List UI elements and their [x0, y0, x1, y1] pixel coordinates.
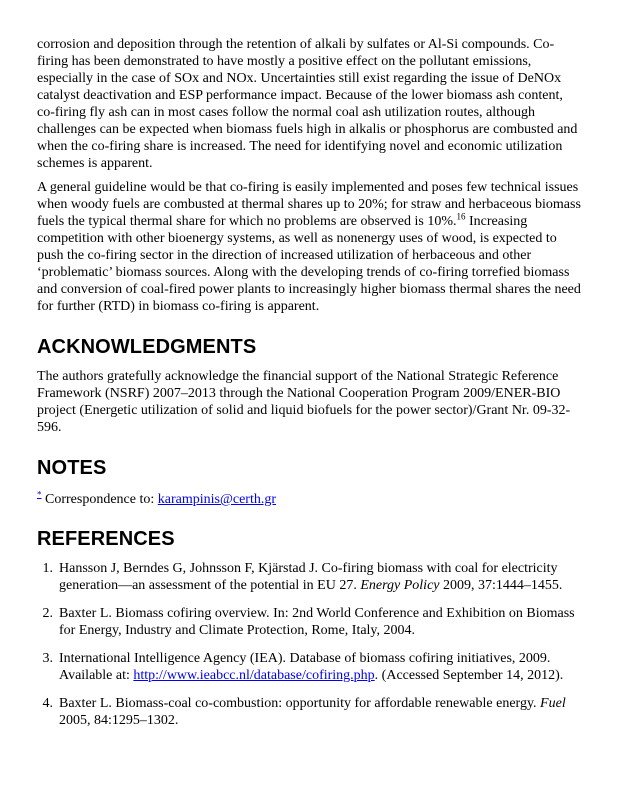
- reference-item: [37, 605, 582, 639]
- reference-number: 3.: [42, 651, 53, 666]
- reference-text-tail: 2005, 84:1295–1302.: [59, 713, 179, 728]
- reference-number: 1.: [42, 561, 53, 576]
- references-heading: REFERENCES: [37, 528, 175, 550]
- reference-text: Hansson J, Berndes G, Johnsson F, Kjärstad J. Co-firing biomass with coal for electricity generation—an assessment of the potential in EU 27.: [59, 561, 558, 593]
- reference-text-tail: 2009, 37:1444–1455.: [439, 578, 563, 593]
- reference-number: 2.: [42, 606, 53, 621]
- notes-heading: NOTES: [37, 457, 107, 479]
- paper-page: [37, 36, 582, 740]
- footnote-marker-link[interactable]: *: [37, 489, 42, 500]
- body-paragraph-2: [37, 179, 582, 315]
- reference-journal: Energy Policy: [360, 578, 440, 593]
- reference-text: Baxter L. Biomass-coal co-combustion: opportunity for affordable renewable energy.: [59, 696, 541, 711]
- correspondence-note: [37, 491, 582, 508]
- body-paragraph-2-text-continued: Increasing competition with other bioenergy systems, as well as nonenergy uses of wood, is expected to push the co-firing sector in the direction of increased utilization of herbaceous and other ‘problematic’ biomass sources. Along with the developing trends of co-firing torrefied biomass and conversion of coal-fired power plants to increasingly higher biomass thermal shares the need for further (RTD) in biomass co-firing is apparent.: [37, 214, 581, 314]
- citation-superscript[interactable]: 16: [456, 211, 466, 222]
- correspondence-label: Correspondence to:: [41, 492, 158, 507]
- reference-journal: Fuel: [540, 696, 566, 711]
- reference-item: [37, 695, 582, 729]
- reference-text: International Intelligence Agency (IEA). Database of biomass cofiring initiatives, 2009. Available at:: [59, 651, 551, 683]
- reference-text: Baxter L. Biomass cofiring overview. In: 2nd World Conference and Exhibition on Biomass for Energy, Industry and Climate Protection, Rome, Italy, 2004.: [59, 606, 575, 638]
- reference-number: 4.: [42, 696, 53, 711]
- reference-url-link[interactable]: http://www.ieabcc.nl/database/cofiring.php: [133, 668, 375, 683]
- reference-item: [37, 560, 582, 594]
- reference-text-tail: . (Accessed September 14, 2012).: [374, 668, 564, 683]
- reference-item: [37, 650, 582, 684]
- reference-list: [37, 560, 582, 729]
- body-paragraph-1: corrosion and deposition through the retention of alkali by sulfates or Al-Si compounds. Co-firing has been demonstrated to have mostly a positive effect on the pollutant emissions, especially in the case of SOx and NOx. Uncertainties still exist regarding the issue of DeNOx catalyst deactivation and ESP performance impact. Because of the lower biomass ash content, co-firing fly ash can in most cases follow the normal coal ash utilization routes, although challenges can be expected when biomass fuels high in alkalis or phosphorus are combusted and when the co-firing share is increased. The need for identifying novel and economic utilization schemes is apparent.: [37, 37, 578, 171]
- acknowledgments-heading: ACKNOWLEDGMENTS: [37, 336, 257, 358]
- acknowledgments-text: The authors gratefully acknowledge the financial support of the National Strategic Reference Framework (NSRF) 2007–2013 through the National Cooperation Program 2009/ENER-BIO project (Energetic utilization of solid and liquid biofuels for the power sector)/Grant Nr. 09-32-596.: [37, 369, 571, 435]
- body-paragraph-2-text: A general guideline would be that co-firing is easily implemented and poses few technical issues when woody fuels are combusted at thermal shares up to 20%; for straw and herbaceous biomass fuels the typical thermal share for which no problems are observed is 10%.: [37, 180, 581, 229]
- correspondence-email-link[interactable]: karampinis@certh.gr: [157, 492, 276, 507]
